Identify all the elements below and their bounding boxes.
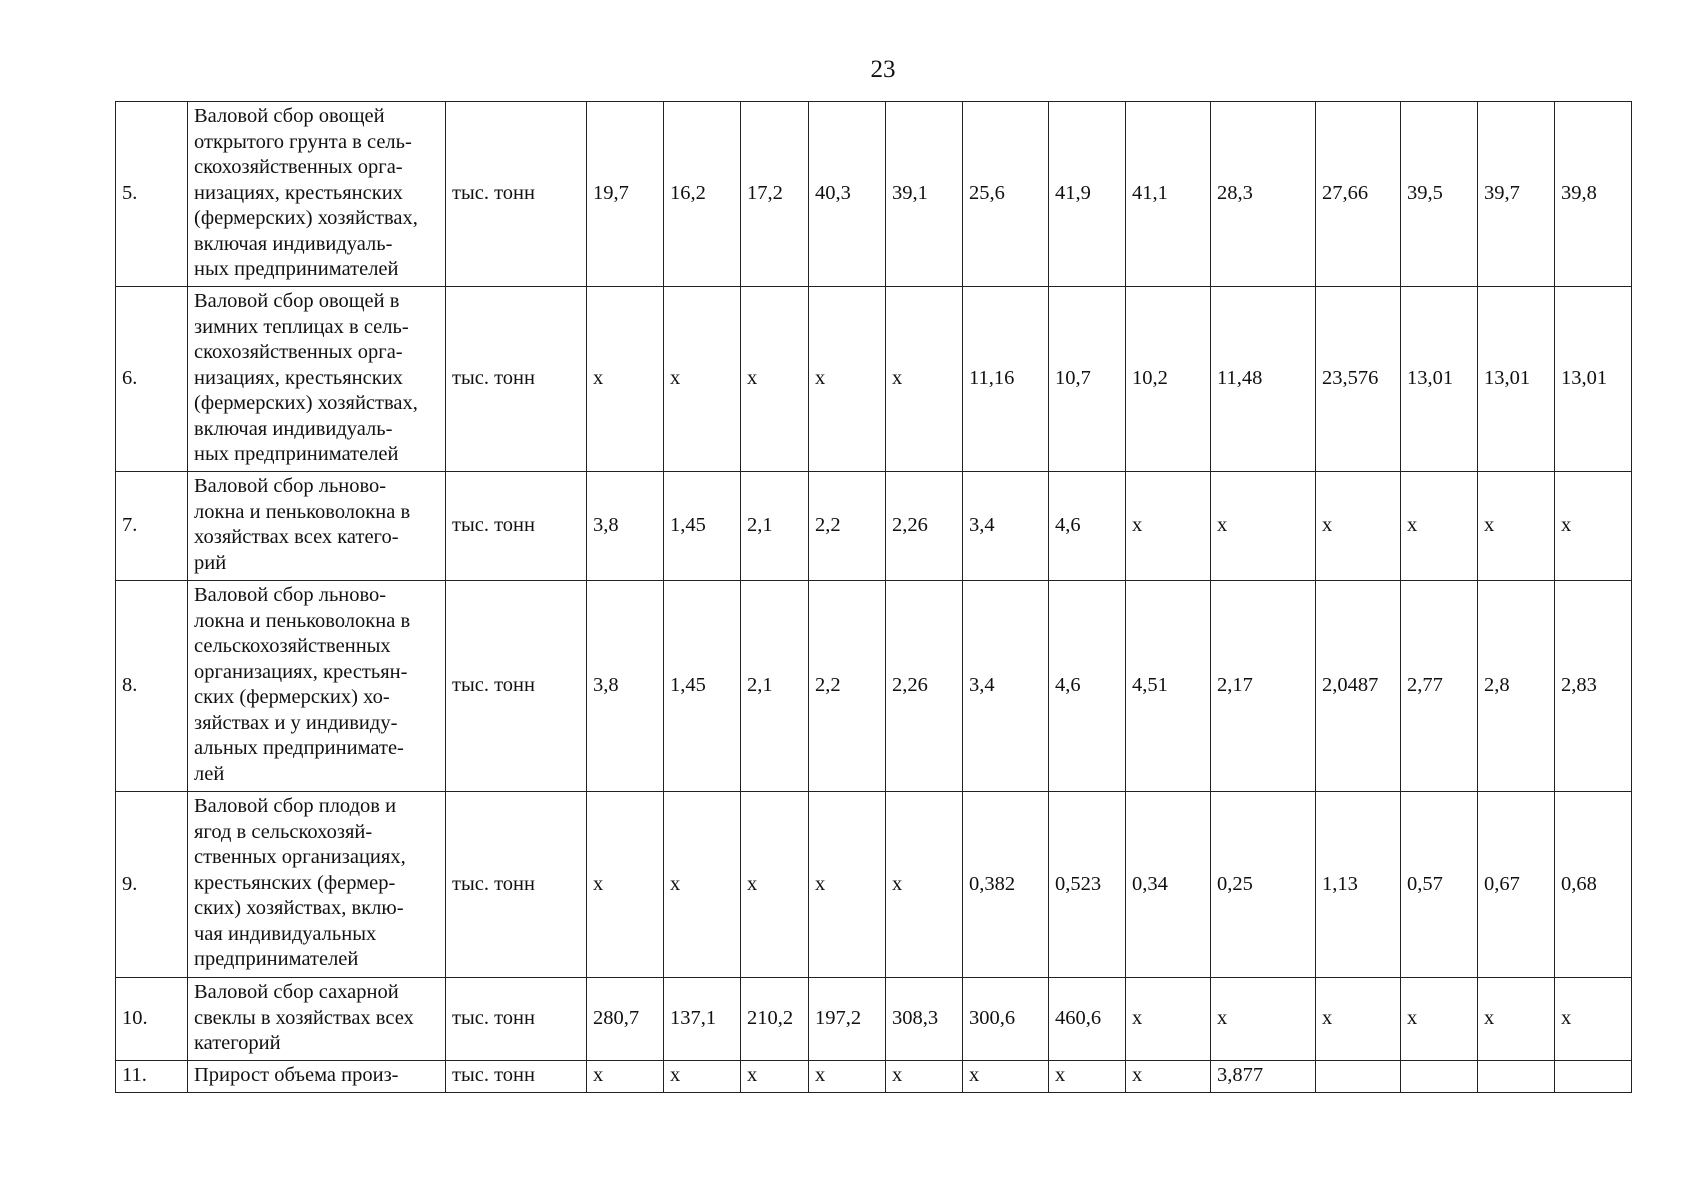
value-cell: 2,2	[809, 472, 886, 581]
value-cell: х	[1478, 472, 1555, 581]
description-line: Валовой сбор овощей	[194, 105, 385, 127]
description-line: сельскохозяйственных	[194, 635, 391, 657]
table-row	[116, 1061, 1632, 1093]
value-cell: 0,68	[1555, 792, 1632, 978]
description-line: Валовой сбор льново-	[194, 584, 387, 606]
indicators-table	[115, 101, 1632, 1093]
table-row	[116, 102, 1632, 287]
value-cell: х	[1049, 1061, 1126, 1093]
value-cell: 13,01	[1555, 287, 1632, 472]
value-cell: х	[664, 287, 741, 472]
page-number: 23	[870, 56, 896, 83]
value-cell: х	[1555, 472, 1632, 581]
description-line: открытого грунта в сель-	[194, 130, 412, 153]
value-cell: 3,877	[1211, 1061, 1316, 1093]
value-cell: 39,7	[1478, 102, 1555, 287]
description-line: лей	[194, 762, 225, 785]
description-line: (фермерских) хозяйствах,	[194, 392, 418, 414]
value-cell: 39,8	[1555, 102, 1632, 287]
value-cell: х	[809, 1061, 886, 1093]
value-cell: 210,2	[741, 978, 809, 1061]
description-line: свеклы в хозяйствах всех	[194, 1006, 414, 1029]
value-cell: 308,3	[886, 978, 963, 1061]
value-cell	[1401, 1061, 1478, 1093]
value-cell: 2,26	[886, 472, 963, 581]
value-cell: х	[741, 1061, 809, 1093]
value-cell: х	[886, 287, 963, 472]
indicator-description	[188, 287, 446, 472]
value-cell: 2,1	[741, 472, 809, 581]
value-cell: х	[1478, 978, 1555, 1061]
value-cell	[1316, 1061, 1401, 1093]
value-cell: х	[587, 792, 664, 978]
value-cell: х	[809, 287, 886, 472]
value-cell: 2,83	[1555, 581, 1632, 792]
description-line: низациях, крестьянских	[194, 181, 403, 204]
row-number: 6.	[116, 287, 188, 472]
indicator-description	[188, 102, 446, 287]
value-cell: 39,1	[886, 102, 963, 287]
description-line: альных предпринимате-	[194, 737, 404, 759]
value-cell: 2,2	[809, 581, 886, 792]
value-cell: 2,26	[886, 581, 963, 792]
value-cell: 19,7	[587, 102, 664, 287]
description-line: низациях, крестьянских	[194, 366, 403, 389]
value-cell: 2,8	[1478, 581, 1555, 792]
description-line: зимних теплицах в сель-	[194, 315, 409, 338]
value-cell: 11,16	[963, 287, 1049, 472]
description-line: чая индивидуальных	[194, 922, 377, 945]
value-cell: 10,7	[1049, 287, 1126, 472]
value-cell: 2,1	[741, 581, 809, 792]
value-cell: 2,17	[1211, 581, 1316, 792]
description-line: включая индивидуаль-	[194, 232, 393, 255]
row-number: 9.	[116, 792, 188, 978]
indicator-description	[188, 472, 446, 581]
value-cell: 41,9	[1049, 102, 1126, 287]
value-cell: 1,13	[1316, 792, 1401, 978]
unit-cell: тыс. тонн	[446, 1061, 587, 1093]
value-cell: 3,4	[963, 581, 1049, 792]
unit-cell: тыс. тонн	[446, 978, 587, 1061]
value-cell: 4,6	[1049, 581, 1126, 792]
value-cell: х	[587, 287, 664, 472]
description-line: зяйствах и у индивиду-	[194, 711, 398, 734]
value-cell: 460,6	[1049, 978, 1126, 1061]
value-cell: 28,3	[1211, 102, 1316, 287]
value-cell: х	[1126, 978, 1211, 1061]
description-line: включая индивидуаль-	[194, 417, 393, 440]
row-number: 7.	[116, 472, 188, 581]
description-line: скохозяйственных орга-	[194, 156, 403, 178]
description-line: скохозяйственных орга-	[194, 341, 403, 363]
value-cell: 3,4	[963, 472, 1049, 581]
unit-cell: тыс. тонн	[446, 792, 587, 978]
value-cell: х	[1211, 472, 1316, 581]
value-cell: 41,1	[1126, 102, 1211, 287]
description-line: Валовой сбор сахарной	[194, 981, 399, 1003]
value-cell	[1478, 1061, 1555, 1093]
table-row	[116, 287, 1632, 472]
value-cell	[1555, 1061, 1632, 1093]
value-cell: х	[1401, 978, 1478, 1061]
description-line: ных предпринимателей	[194, 258, 399, 280]
description-line: Валовой сбор овощей в	[194, 290, 400, 312]
value-cell: х	[1316, 978, 1401, 1061]
description-line: ственных организациях,	[194, 846, 406, 868]
row-number: 11.	[116, 1061, 188, 1093]
unit-cell: тыс. тонн	[446, 287, 587, 472]
description-line: категорий	[194, 1032, 281, 1054]
value-cell: 0,25	[1211, 792, 1316, 978]
value-cell: 0,382	[963, 792, 1049, 978]
unit-cell: тыс. тонн	[446, 102, 587, 287]
value-cell: 1,45	[664, 472, 741, 581]
value-cell: 0,57	[1401, 792, 1478, 978]
description-line: ских (фермерских) хо-	[194, 686, 390, 708]
description-line: Валовой сбор льново-	[194, 475, 387, 497]
description-line: Прирост объема произ-	[194, 1064, 399, 1086]
indicator-description	[188, 1061, 446, 1093]
value-cell: 300,6	[963, 978, 1049, 1061]
value-cell: 13,01	[1401, 287, 1478, 472]
value-cell: 1,45	[664, 581, 741, 792]
value-cell: 4,51	[1126, 581, 1211, 792]
value-cell: 39,5	[1401, 102, 1478, 287]
unit-cell: тыс. тонн	[446, 581, 587, 792]
row-number: 5.	[116, 102, 188, 287]
value-cell: х	[587, 1061, 664, 1093]
value-cell: х	[664, 1061, 741, 1093]
row-number: 8.	[116, 581, 188, 792]
description-line: ных предпринимателей	[194, 443, 399, 465]
indicator-description	[188, 581, 446, 792]
indicator-description	[188, 792, 446, 978]
description-line: локна и пеньковолокна в	[194, 609, 411, 632]
description-line: хозяйствах всех катего-	[194, 526, 399, 548]
value-cell: 11,48	[1211, 287, 1316, 472]
description-line: организациях, крестьян-	[194, 660, 408, 683]
value-cell: х	[1555, 978, 1632, 1061]
value-cell: х	[886, 1061, 963, 1093]
value-cell: 16,2	[664, 102, 741, 287]
value-cell: х	[1126, 1061, 1211, 1093]
value-cell: 197,2	[809, 978, 886, 1061]
table-row	[116, 472, 1632, 581]
table-row	[116, 581, 1632, 792]
description-line: рий	[194, 551, 227, 574]
value-cell: 40,3	[809, 102, 886, 287]
description-line: (фермерских) хозяйствах,	[194, 207, 418, 229]
indicator-description	[188, 978, 446, 1061]
unit-cell: тыс. тонн	[446, 472, 587, 581]
value-cell: 10,2	[1126, 287, 1211, 472]
value-cell: 17,2	[741, 102, 809, 287]
row-number: 10.	[116, 978, 188, 1061]
table-row	[116, 978, 1632, 1061]
value-cell: х	[1126, 472, 1211, 581]
value-cell: х	[886, 792, 963, 978]
value-cell: х	[741, 287, 809, 472]
value-cell: 2,0487	[1316, 581, 1401, 792]
value-cell: х	[1401, 472, 1478, 581]
description-line: Валовой сбор плодов и	[194, 795, 397, 817]
description-line: ских) хозяйствах, вклю-	[194, 897, 404, 919]
value-cell: 27,66	[1316, 102, 1401, 287]
value-cell: 23,576	[1316, 287, 1401, 472]
value-cell: 0,34	[1126, 792, 1211, 978]
value-cell: х	[741, 792, 809, 978]
value-cell: х	[1211, 978, 1316, 1061]
description-line: локна и пеньковолокна в	[194, 500, 411, 523]
value-cell: 0,523	[1049, 792, 1126, 978]
table-row	[116, 792, 1632, 978]
value-cell: 4,6	[1049, 472, 1126, 581]
value-cell: 137,1	[664, 978, 741, 1061]
value-cell: х	[809, 792, 886, 978]
description-line: предпринимателей	[194, 948, 359, 970]
description-line: ягод в сельскохозяй-	[194, 820, 373, 843]
value-cell: 280,7	[587, 978, 664, 1061]
value-cell: х	[664, 792, 741, 978]
value-cell: 13,01	[1478, 287, 1555, 472]
value-cell: х	[963, 1061, 1049, 1093]
value-cell: 2,77	[1401, 581, 1478, 792]
value-cell: 3,8	[587, 472, 664, 581]
description-line: крестьянских (фермер-	[194, 871, 396, 894]
value-cell: 3,8	[587, 581, 664, 792]
value-cell: х	[1316, 472, 1401, 581]
value-cell: 0,67	[1478, 792, 1555, 978]
value-cell: 25,6	[963, 102, 1049, 287]
